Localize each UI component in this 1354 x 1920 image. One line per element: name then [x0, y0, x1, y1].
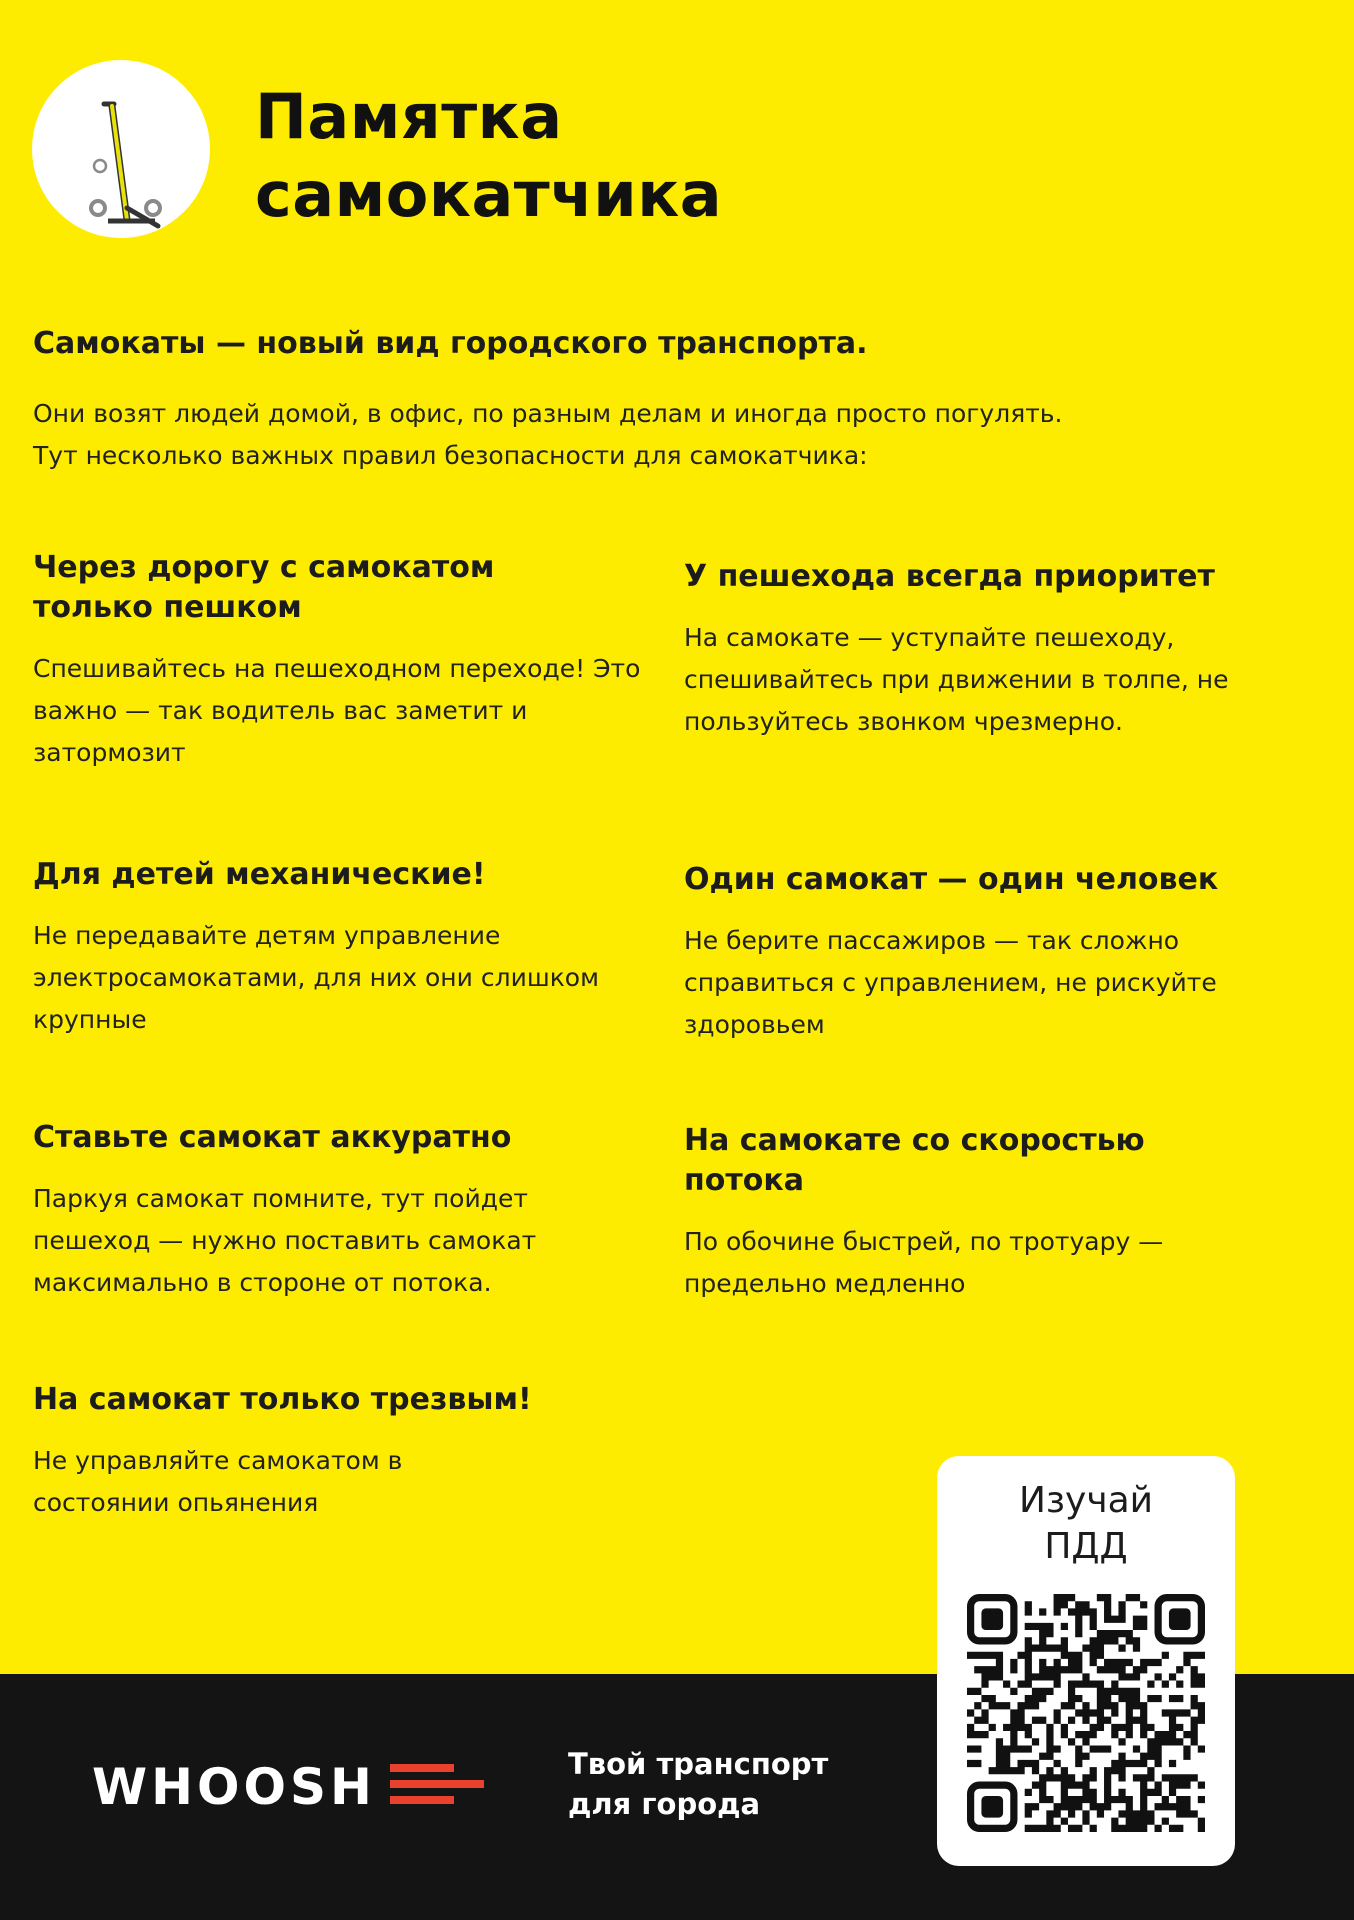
intro-line-2: Тут несколько важных правил безопасности для самокатчика:: [33, 441, 868, 470]
rule-one-person: [684, 860, 1294, 1046]
rule-text: Не передавайте детям управление электросамокатами, для них они слишком крупные: [33, 921, 599, 1034]
rule-title: На самокат только трезвым!: [33, 1382, 532, 1417]
page-title: [255, 78, 722, 234]
rule-title: Один самокат — один человек: [684, 862, 1219, 897]
qr-card: [937, 1456, 1235, 1866]
rule-text: На самокате — уступайте пешеходу, спешивайтесь при движении в толпе, не пользуйтесь звонком чрезмерно.: [684, 623, 1229, 736]
rule-text: Не берите пассажиров — так сложно справиться с управлением, не рискуйте здоровьем: [684, 926, 1217, 1039]
qr-label-line-1: Изучай: [1018, 1480, 1154, 1521]
rule-text: Не управляйте самокатом в состоянии опьянения: [33, 1446, 403, 1517]
brand-name: WHOOSH: [92, 1758, 376, 1816]
rule-text: Спешивайтесь на пешеходном переходе! Это важно — так водитель вас заметит и затормозит: [33, 654, 641, 767]
whoosh-logo: [92, 1754, 512, 1818]
subtitle: Самокаты — новый вид городского транспорта.: [33, 326, 868, 361]
rule-sober-only: [33, 1380, 643, 1524]
qr-label-line-2: ПДД: [1044, 1526, 1128, 1567]
rule-park-carefully: [33, 1118, 643, 1304]
title-line-2: самокатчика: [255, 158, 723, 231]
qr-code[interactable]: [967, 1594, 1205, 1832]
scooter-logo: [32, 60, 210, 238]
rule-title: Через дорогу с самокатом только пешком: [33, 550, 495, 625]
tagline: [568, 1744, 828, 1824]
qr-modules: [967, 1594, 1205, 1832]
rule-text: Паркуя самокат помните, тут пойдет пешеход — нужно поставить самокат максимально в стороне от потока.: [33, 1184, 537, 1297]
tagline-line-1: Твой транспорт: [568, 1747, 829, 1781]
rule-pedestrian-priority: [684, 557, 1294, 743]
qr-label: [937, 1478, 1235, 1570]
intro-paragraph: [33, 393, 1313, 477]
tagline-line-2: для города: [568, 1787, 761, 1821]
qr-finder-center-2: [981, 1796, 1003, 1818]
qr-finder-center-1: [1169, 1608, 1191, 1630]
qr-finder-center-0: [981, 1608, 1003, 1630]
rule-title: Для детей механические!: [33, 857, 486, 892]
title-line-1: Памятка: [255, 80, 563, 153]
rule-flow-speed: [684, 1121, 1294, 1305]
rule-kids-mechanical: [33, 855, 643, 1041]
rule-title: На самокате со скоростью потока: [684, 1123, 1145, 1198]
rule-text: По обочине быстрей, по тротуару — предельно медленно: [684, 1227, 1164, 1298]
rule-cross-road: [33, 548, 643, 774]
scooter-icon: [32, 60, 210, 238]
rule-title: Ставьте самокат аккуратно: [33, 1120, 512, 1155]
intro-line-1: Они возят людей домой, в офис, по разным делам и иногда просто погулять.: [33, 399, 1063, 428]
rule-title: У пешехода всегда приоритет: [684, 559, 1215, 594]
